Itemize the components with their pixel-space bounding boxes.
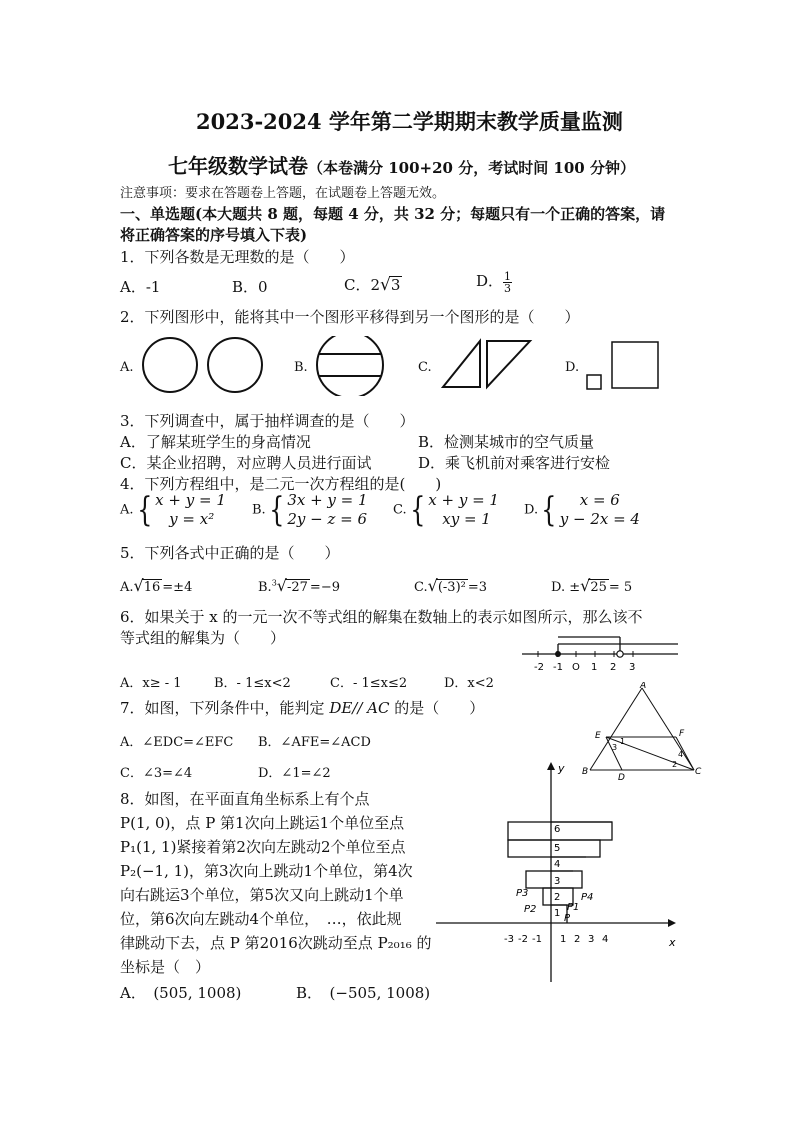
q8-point-p <box>564 913 571 924</box>
q8-option-b: B． (−505, 1008) <box>296 984 431 1002</box>
q6-tick-label: 3 <box>629 662 636 673</box>
q5-a-radicand: 16 <box>143 580 161 595</box>
q7-label-d: D <box>618 773 625 782</box>
q4-a-eq1: x + y = 1 <box>155 491 226 509</box>
q7-label-c: C <box>695 767 702 777</box>
q8-p4-text: P4 <box>581 892 594 903</box>
q7-label-e: E <box>595 731 601 741</box>
q8-y-tick-1: 1 <box>554 908 561 919</box>
q8-line4: P₂(−1, 1)，第3次向上跳动1个单位，第4次 <box>120 862 413 880</box>
q5-d-prefix: D. ± <box>551 580 581 595</box>
q5-b-index: 3 <box>271 578 277 588</box>
q8-line7: 律跳动下去，点 P 第2016次跳动至点 P₂₀₁₆ 的 <box>120 934 432 952</box>
q8-y-label: y <box>558 762 565 775</box>
q4-option-a <box>120 491 226 529</box>
q6-tick-label: -1 <box>553 662 563 673</box>
q2-option-d-label: D. <box>565 360 580 375</box>
q7-option-b: B．∠AFE=∠ACD <box>258 735 371 750</box>
q7-stem-suffix: 的是（ ） <box>389 699 485 717</box>
q8-p1-text: P1 <box>567 902 580 913</box>
q8-x-tick-4: 4 <box>602 934 609 945</box>
q5-c-radicand: (-3)² <box>437 580 466 595</box>
q8-x-tick-1: 1 <box>560 934 567 945</box>
q5-option-b: B.$^3$√-27 =−9 <box>258 576 340 595</box>
exam-subtitle-row <box>168 150 635 179</box>
q8-x-tick-neg2: -2 <box>518 934 528 945</box>
q5-b-prefix: B. <box>258 580 272 595</box>
q5-c-prefix: C. <box>414 580 428 595</box>
q7-label-b: B <box>582 767 589 777</box>
q2-b-circle <box>317 336 383 396</box>
q7-angle-2: 2 <box>672 760 678 769</box>
q8-y-tick-2: 2 <box>554 892 561 903</box>
q4-d-eq1: x = 6 <box>579 491 620 509</box>
q1-option-c-prefix: C．2 <box>344 276 381 294</box>
q5-d-suffix: = 5 <box>608 580 633 595</box>
q5-stem: 5．下列各式中正确的是（ ） <box>120 544 340 562</box>
q4-c-brace: { <box>409 490 426 530</box>
q7-stem <box>120 697 484 718</box>
exam-subtitle: 七年级数学试卷 <box>168 154 308 178</box>
q8-p3-text: P3 <box>516 888 529 899</box>
q2-c-triangle-right <box>487 341 530 387</box>
q5-d-radicand: 25 <box>590 580 607 595</box>
q3-option-a: A．了解某班学生的身高情况 <box>120 433 311 451</box>
q1-option-d-fraction <box>503 271 512 294</box>
q8-option-a: A． (505, 1008) <box>120 984 242 1002</box>
q5-option-c: C.√(-3)² =3 <box>414 576 488 595</box>
q6-closed-dot <box>555 651 561 657</box>
q8-x-tick-neg3: -3 <box>504 934 514 945</box>
q5-a-prefix: A. <box>120 580 134 595</box>
q7-option-a: A．∠EDC=∠EFC <box>120 735 234 750</box>
q7-stem-italic: DE// AC <box>329 699 390 717</box>
q6-tick-label: 1 <box>591 662 598 673</box>
q7-label-a: A <box>640 682 647 691</box>
q4-b-brace: { <box>268 490 285 530</box>
q3-option-c: C．某企业招聘，对应聘人员进行面试 <box>120 454 372 472</box>
q7-angle-4: 4 <box>678 750 684 759</box>
q8-y-tick-6: 6 <box>554 824 561 835</box>
q8-y-arrow <box>547 762 555 770</box>
q4-c-system <box>428 491 499 529</box>
q8-x-tick-2: 2 <box>574 934 581 945</box>
q4-b-label: B. <box>252 502 266 518</box>
q6-tick-label: 2 <box>610 662 617 673</box>
q4-c-eq1: x + y = 1 <box>428 491 499 509</box>
q1-option-c: C．2√3 <box>344 275 401 295</box>
q5-option-d: D. ±√25 = 5 <box>551 576 633 595</box>
q2-d-large-square <box>612 342 658 388</box>
q6-option-d: D．x<2 <box>444 676 494 691</box>
q4-a-system <box>155 491 226 529</box>
q4-a-brace: { <box>136 490 152 530</box>
q8-line5: 向右跳运3个单位，第5次又向上跳动1个单 <box>120 886 404 904</box>
q8-x-label: x <box>669 936 676 949</box>
q6-tick-label: -2 <box>534 662 544 673</box>
q2-a-circle-left <box>143 338 197 392</box>
q7-stem-prefix: 7．如图，下列条件中，能判定 <box>120 699 330 717</box>
q8-y-tick-4: 4 <box>554 859 561 870</box>
q7-angle-1: 1 <box>620 737 626 746</box>
q4-a-eq2: y = x² <box>169 510 215 528</box>
q8-p-text: P <box>564 913 571 924</box>
q1-d-num: 1 <box>504 269 512 283</box>
q7-side-ac <box>642 688 694 770</box>
q8-point-p3 <box>516 888 528 899</box>
q6-option-a: A．x≥ - 1 <box>120 676 182 691</box>
q5-b-radicand: -27 <box>286 580 308 595</box>
q8-x-tick-3: 3 <box>588 934 595 945</box>
q4-b-eq2: 2y − z = 6 <box>287 510 368 528</box>
q6-option-b: B．- 1≤x<2 <box>214 676 291 691</box>
q6-open-dot <box>617 651 623 657</box>
q6-stem-line1: 6．如果关于 x 的一元一次不等式组的解集在数轴上的表示如图所示，那么该不 <box>120 608 643 626</box>
q5-a-suffix: =±4 <box>162 580 193 595</box>
q7-option-d: D．∠1=∠2 <box>258 766 331 781</box>
q8-line3: P₁(1, 1)紧接着第2次向左跳动2个单位至点 <box>120 838 406 856</box>
q5-option-a: A.√16 =±4 <box>120 576 193 595</box>
q1-d-den: 3 <box>504 281 512 295</box>
q3-stem: 3．下列调查中，属于抽样调查的是（ ） <box>120 412 415 430</box>
section-heading-line2: 将正确答案的序号填入下表) <box>120 226 308 244</box>
exam-subtitle-note: （本卷满分 100+20 分，考试时间 100 分钟） <box>308 159 635 177</box>
q8-line2: P(1, 0)，点 P 第1次向上跳运1个单位至点 <box>120 814 405 832</box>
exam-title: 2023-2024 学年第二学期期末教学质量监测 <box>196 109 623 134</box>
q2-a-circle-right <box>208 338 262 392</box>
q2-d-small-square <box>587 375 601 389</box>
q1-stem: 1．下列各数是无理数的是（ ） <box>120 248 355 266</box>
q1-option-a: A．-1 <box>120 278 161 296</box>
q6-number-line <box>520 632 680 674</box>
section-heading-line1: 一、单选题(本大题共 8 题，每题 4 分，共 32 分；每题只有一个正确的答案，请 <box>120 205 666 223</box>
q6-tick-label: O <box>572 662 580 673</box>
q4-b-system <box>287 491 367 529</box>
q7-angle-3: 3 <box>612 743 618 752</box>
q5-b-suffix: =−9 <box>309 580 340 595</box>
q8-p2-text: P2 <box>524 904 537 915</box>
q8-line6: 位，第6次向左跳动4个单位， …，依此规 <box>120 910 402 928</box>
q8-point-p4 <box>581 892 593 903</box>
q4-d-system <box>560 491 640 529</box>
q2-option-a-label: A. <box>120 360 134 375</box>
q1-option-b: B．0 <box>232 278 268 296</box>
q4-stem: 4．下列方程组中，是二元一次方程组的是( ) <box>120 475 442 493</box>
q4-a-label: A. <box>120 502 134 518</box>
q8-x-tick-neg1: -1 <box>532 934 542 945</box>
q1-option-d <box>476 270 512 294</box>
q8-y-tick-3: 3 <box>554 876 561 887</box>
q8-point-p2 <box>524 904 536 915</box>
q8-x-arrow <box>668 919 676 927</box>
q4-d-eq2: y − 2x = 4 <box>559 510 640 528</box>
q1-option-c-radicand: 3 <box>390 276 401 294</box>
q3-option-d: D．乘飞机前对乘客进行安检 <box>418 454 611 472</box>
q5-c-suffix: =3 <box>467 580 488 595</box>
q2-stem: 2．下列图形中，能将其中一个图形平移得到另一个图形的是（ ） <box>120 308 580 326</box>
q2-figures <box>120 336 680 396</box>
q2-c-triangle-left <box>443 341 480 387</box>
q6-option-c: C．- 1≤x≤2 <box>330 676 408 691</box>
q8-line8: 坐标是（ ） <box>120 958 211 976</box>
q8-line1: 8．如图，在平面直角坐标系上有个点 <box>120 790 370 808</box>
q7-label-f: F <box>679 729 685 739</box>
q3-option-b: B．检测某城市的空气质量 <box>418 433 595 451</box>
q4-d-brace: { <box>541 490 557 530</box>
q6-stem-line2: 等式组的解集为（ ） <box>120 629 286 647</box>
q7-option-c: C．∠3=∠4 <box>120 766 193 781</box>
q4-option-d <box>524 491 640 529</box>
q2-option-c-label: C. <box>418 360 432 375</box>
q1-option-d-prefix: D． <box>476 272 504 290</box>
q8-coordinate-figure <box>436 760 692 994</box>
q4-c-label: C. <box>393 502 407 518</box>
q4-d-label: D. <box>524 502 539 518</box>
q4-c-eq2: xy = 1 <box>442 510 491 528</box>
q8-y-tick-5: 5 <box>554 843 561 854</box>
q8-point-p1 <box>567 902 579 913</box>
q4-option-b <box>252 491 368 529</box>
q4-option-c <box>393 491 499 529</box>
q4-b-eq1: 3x + y = 1 <box>287 491 368 509</box>
q2-option-b-label: B. <box>294 360 308 375</box>
exam-notice: 注意事项：要求在答题卷上答题，在试题卷上答题无效。 <box>120 186 446 201</box>
